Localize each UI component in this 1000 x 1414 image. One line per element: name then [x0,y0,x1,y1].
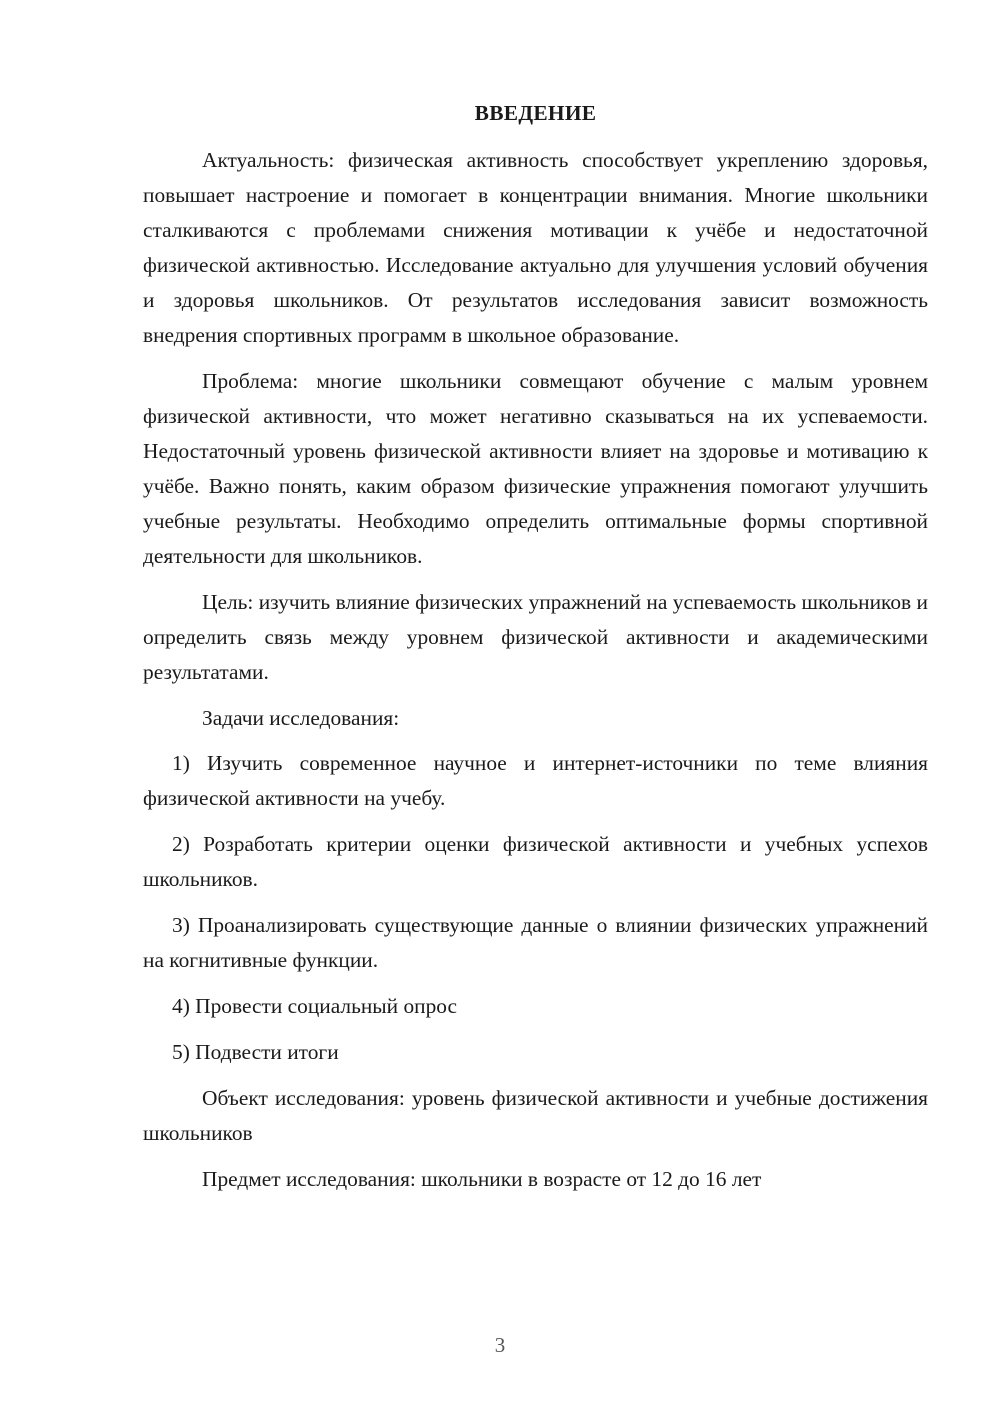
section-title: ВВЕДЕНИЕ [474,101,597,125]
object-paragraph: Объект исследования: уровень физической активности и учебные достижения школьников [143,1086,928,1145]
document-page [143,96,928,1208]
task-item-4: 4) Провести социальный опрос [172,994,458,1018]
page-number: 3 [494,1333,506,1357]
relevance-paragraph: Актуальность: физическая активность способствует укреплению здоровья, повышает настроение и помогает в концентрации внимания. Многие школьники сталкиваются с проблемами снижения мотивации к учёбе и недостаточной физической активностью. Исследование актуально для улучшения условий обучения и здоровья школьников. От результатов исследования зависит возможность внедрения спортивных программ в школьное образование. [143,148,928,347]
task-item-2: 2) Розработать критерии оценки физической активности и учебных успехов школьников. [143,832,928,891]
subject-paragraph: Предмет исследования: школьники в возрасте от 12 до 16 лет [202,1167,762,1191]
task-item-1: 1) Изучить современное научное и интернет-источники по теме влияния физической активности на учебу. [143,751,928,810]
problem-paragraph: Проблема: многие школьники совмещают обучение с малым уровнем физической активности, что может негативно сказываться на их успеваемости. Недостаточный уровень физической активности влияет на здоровье и мотивацию к учёбе. Важно понять, каким образом физические упражнения помогают улучшить учебные результаты. Необходимо определить оптимальные формы спортивной деятельности для школьников. [143,369,928,568]
task-item-3: 3) Проанализировать существующие данные о влиянии физических упражнений на когнитивные функции. [143,913,928,972]
task-item-5: 5) Подвести итоги [172,1040,339,1064]
goal-paragraph: Цель: изучить влияние физических упражнений на успеваемость школьников и определить связь между уровнем физической активности и академическими результатами. [143,590,928,684]
tasks-list [143,746,928,1070]
tasks-heading: Задачи исследования: [202,706,400,730]
